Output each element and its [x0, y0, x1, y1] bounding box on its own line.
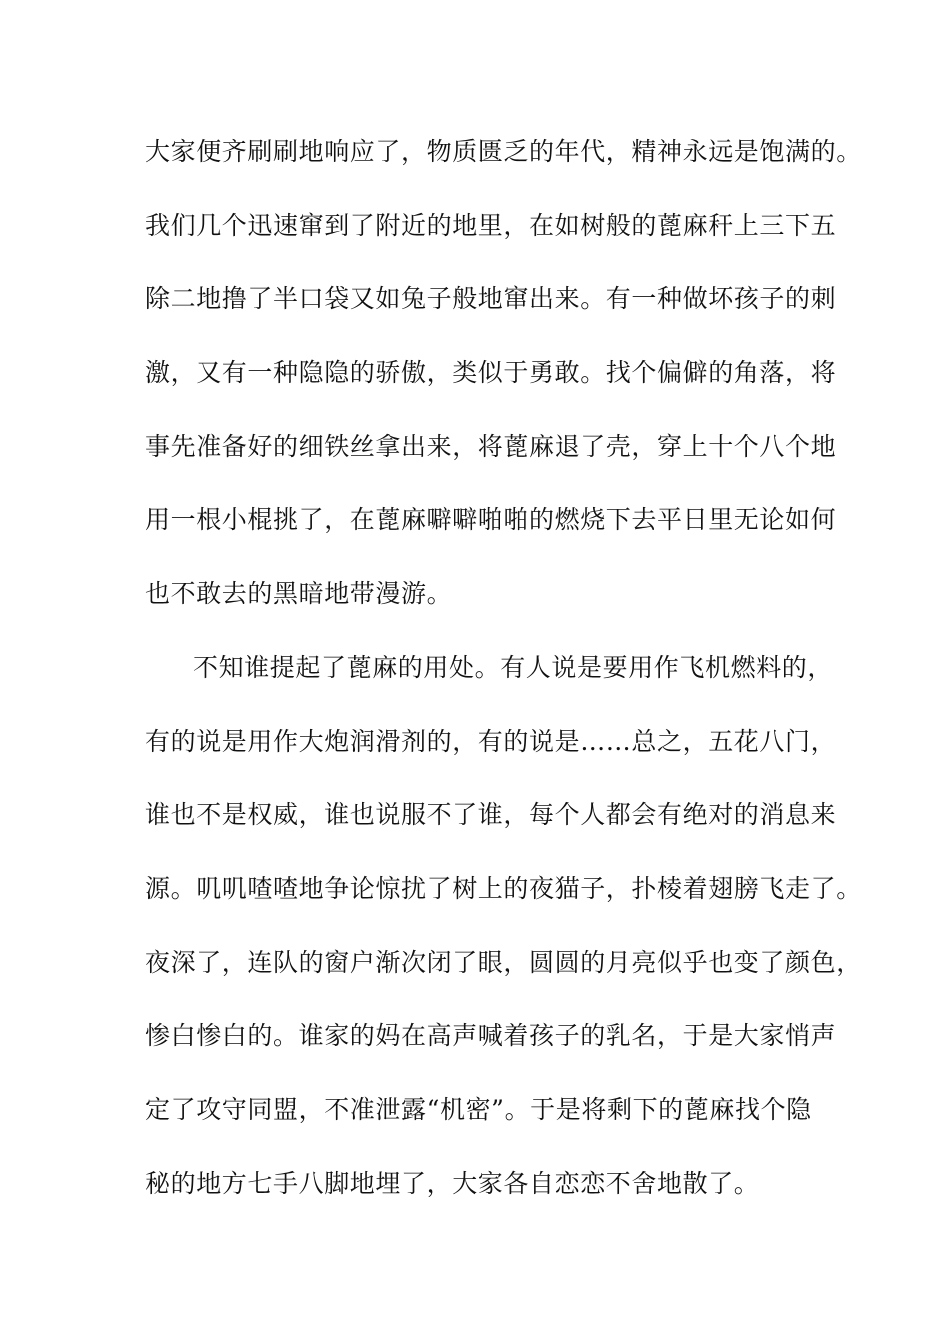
- text-line-13: 惨白惨白的。谁家的妈在高声喊着孩子的乳名，于是大家悄声: [145, 1021, 837, 1051]
- paragraph-start-line: 不知谁提起了蓖麻的用处。有人说是要用作飞机燃料的，: [193, 652, 834, 682]
- text-line-10: 谁也不是权威，谁也说服不了谁，每个人都会有绝对的消息来: [145, 800, 837, 830]
- text-line-1: 大家便齐刷刷地响应了，物质匮乏的年代，精神永远是饱满的。: [145, 137, 862, 166]
- text-line-7: 也不敢去的黑暗地带漫游。: [145, 579, 453, 609]
- body-text: [145, 127, 862, 1232]
- text-line-14: 定了攻守同盟，不准泄露“机密”。于是将剩下的蓖麻找个隐: [145, 1094, 812, 1124]
- text-line-2: 我们几个迅速窜到了附近的地里，在如树般的蓖麻秆上三下五: [145, 210, 837, 240]
- text-line-11: 源。叽叽喳喳地争论惊扰了树上的夜猫子，扑棱着翅膀飞走了。: [145, 873, 862, 903]
- text-line-6: 用一根小棍挑了，在蓖麻噼噼啪啪的燃烧下去平日里无论如何: [145, 505, 837, 535]
- text-line-4: 激，又有一种隐隐的骄傲，类似于勇敢。找个偏僻的角落，将: [145, 358, 837, 388]
- text-line-15: 秘的地方七手八脚地埋了，大家各自恋恋不舍地散了。: [145, 1168, 760, 1198]
- text-line-5: 事先准备好的细铁丝拿出来，将蓖麻退了壳，穿上十个八个地: [145, 431, 837, 461]
- text-line-12: 夜深了，连队的窗户渐次闭了眼，圆圆的月亮似乎也变了颜色，: [145, 947, 862, 977]
- text-line-9: 有的说是用作大炮润滑剂的，有的说是……总之，五花八门，: [145, 726, 837, 756]
- text-line-3: 除二地撸了半口袋又如兔子般地窜出来。有一种做坏孩子的刺: [145, 284, 837, 314]
